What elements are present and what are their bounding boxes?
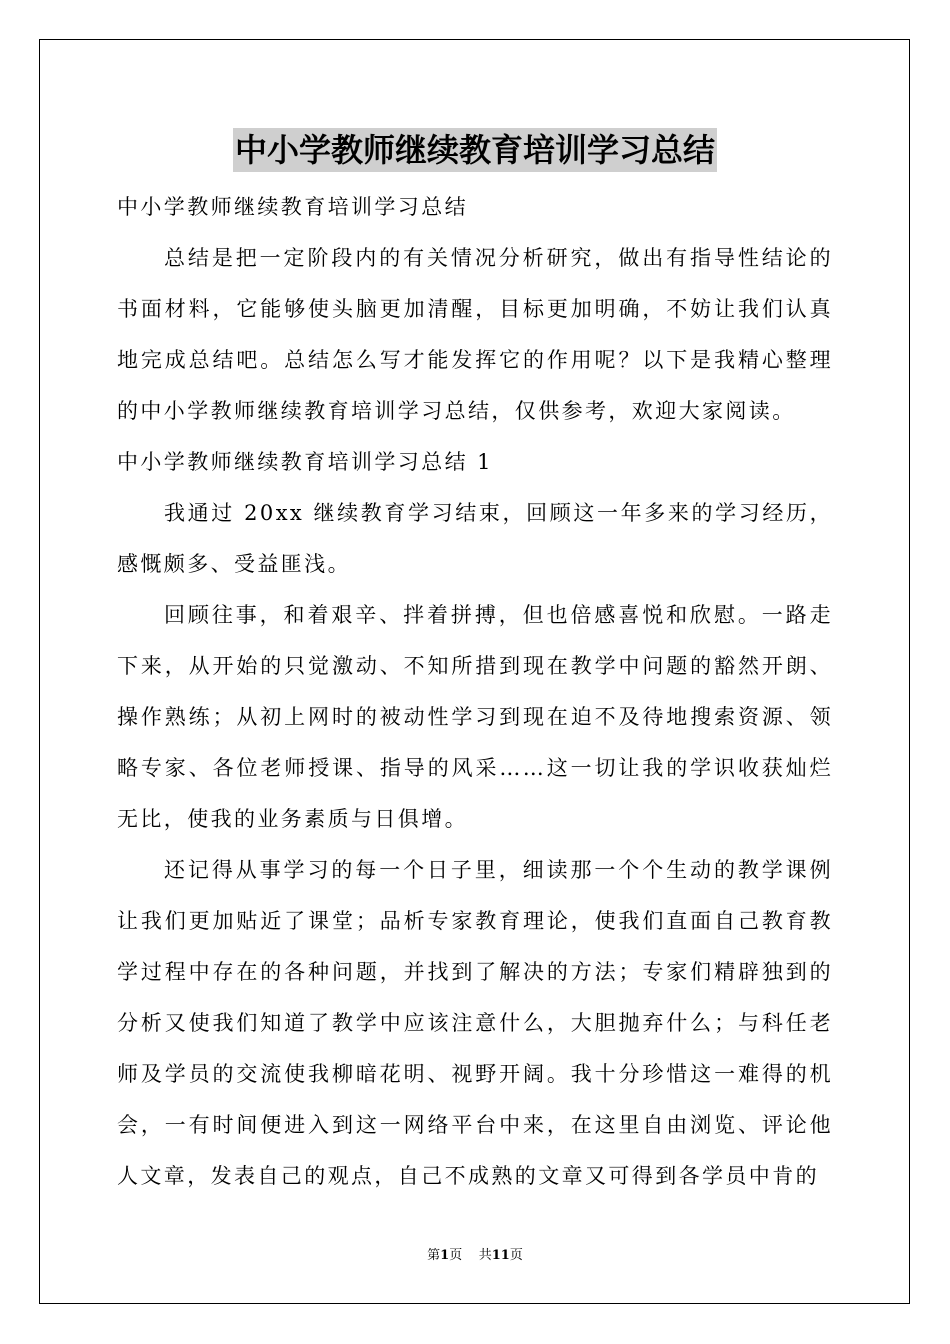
document-title: 中小学教师继续教育培训学习总结 (233, 128, 717, 172)
total-prefix: 共 (478, 1248, 492, 1263)
current-page-number: 1 (440, 1248, 450, 1263)
body-paragraph-3: 还记得从事学习的每一个日子里，细读那一个个生动的教学课例让我们更加贴近了课堂；品析专家教育理论，使我们直面自己教育教学过程中存在的各种问题，并找到了解决的方法；专家们精辟独到的分析又使我们知道了教学中应该注意什么，大胆抛弃什么；与科任老师及学员的交流使我柳暗花明、视野开阔。我十分珍惜这一难得的机会，一有时间便进入到这一网络平台中来，在这里自由浏览、评论他人文章，发表自己的观点，自己不成熟的文章又可得到各学员中肯的 (117, 858, 833, 1188)
document-subtitle: 中小学教师继续教育培训学习总结 (117, 195, 468, 219)
section-heading: 中小学教师继续教育培训学习总结 1 (117, 450, 493, 474)
page-footer (0, 1248, 950, 1264)
page-suffix: 页 (449, 1248, 463, 1263)
intro-paragraph: 总结是把一定阶段内的有关情况分析研究，做出有指导性结论的书面材料，它能够使头脑更加清醒，目标更加明确，不妨让我们认真地完成总结吧。总结怎么写才能发挥它的作用呢？以下是我精心整理的中小学教师继续教育培训学习总结，仅供参考，欢迎大家阅读。 (117, 246, 833, 423)
total-page-count: 11 (491, 1248, 510, 1263)
document-body (117, 120, 833, 1202)
body-paragraph-1: 我通过 20xx 继续教育学习结束，回顾这一年多来的学习经历，感慨颇多、受益匪浅。 (117, 501, 833, 576)
page-prefix: 第 (427, 1248, 441, 1263)
body-paragraph-2: 回顾往事，和着艰辛、拌着拼搏，但也倍感喜悦和欣慰。一路走下来，从开始的只觉激动、不知所措到现在教学中问题的豁然开朗、操作熟练；从初上网时的被动性学习到现在迫不及待地搜索资源、领略专家、各位老师授课、指导的风采……这一切让我的学识收获灿烂无比，使我的业务素质与日俱增。 (117, 603, 833, 831)
total-suffix: 页 (509, 1248, 523, 1263)
title-row (117, 120, 833, 182)
